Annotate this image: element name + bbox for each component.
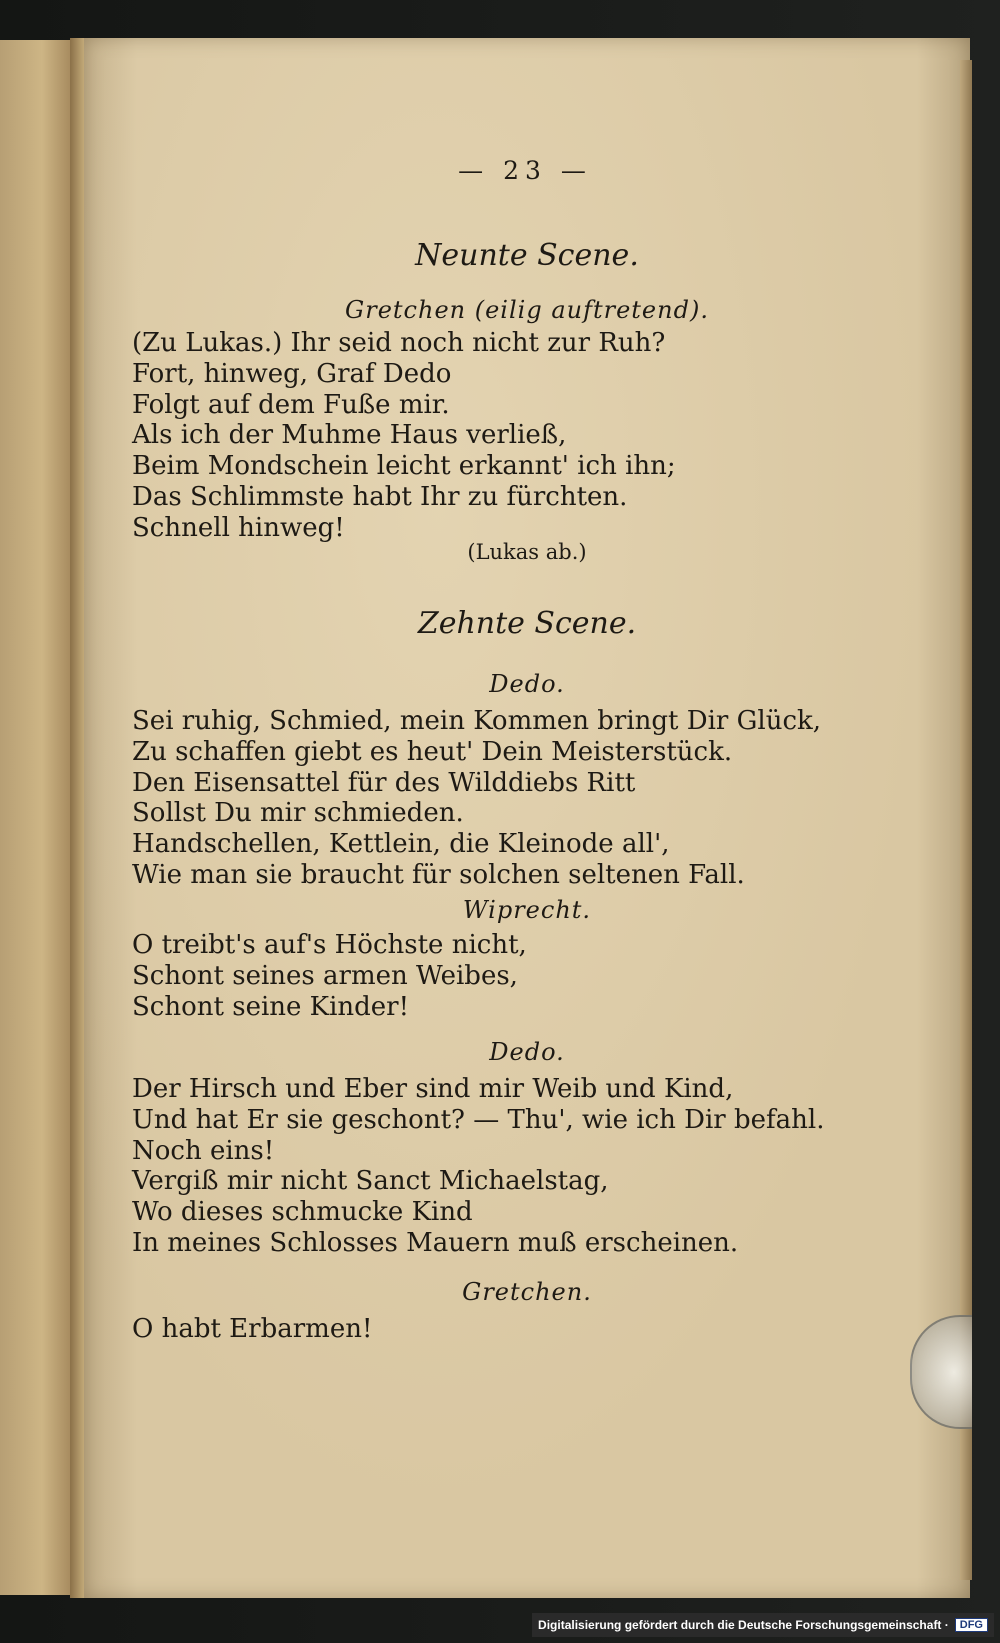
verse-line: Als ich der Muhme Haus verließ,: [132, 420, 567, 451]
speaker-dedo: Dedo.: [489, 1038, 565, 1066]
verse-line: Den Eisensattel für des Wilddiebs Ritt: [132, 767, 636, 798]
verse-line: Vergiß mir nicht Sanct Michaelstag,: [132, 1166, 609, 1197]
dfg-logo: DFG: [955, 1618, 988, 1632]
verse-line: In meines Schlosses Mauern muß erscheinen.: [132, 1227, 739, 1258]
speaker-gretchen: Gretchen (eilig auftretend).: [345, 296, 709, 324]
verse-line: Fort, hinweg, Graf Dedo: [132, 358, 452, 389]
verse-block-dedo-2: [132, 1074, 1000, 1259]
verse-line: Schont seines armen Weibes,: [132, 960, 518, 991]
verse-line: Wo dieses schmucke Kind: [132, 1197, 473, 1228]
footer-text: Digitalisierung gefördert durch die Deutsche Forschungsgemeinschaft ·: [538, 1618, 949, 1632]
verse-block-gretchen: [132, 1314, 1000, 1345]
verse-line: Sei ruhig, Schmied, mein Kommen bringt Dir Glück,: [132, 706, 822, 736]
verse-line: Beim Mondschein leicht erkannt' ich ihn;: [132, 451, 676, 482]
scene-title-9: Neunte Scene.: [415, 238, 639, 273]
verse-line: Folgt auf dem Fuße mir.: [132, 389, 450, 420]
verse-line: O treibt's auf's Höchste nicht,: [132, 930, 527, 960]
page-number: — 23 —: [458, 156, 592, 185]
verse-line: Das Schlimmste habt Ihr zu fürchten.: [132, 481, 628, 512]
speaker-gretchen: Gretchen.: [462, 1278, 592, 1306]
verse-line: Schont seine Kinder!: [132, 991, 410, 1022]
verse-line: (Zu Lukas.) Ihr seid noch nicht zur Ruh?: [132, 328, 666, 358]
verse-line: Der Hirsch und Eber sind mir Weib und Kind,: [132, 1074, 734, 1104]
verse-block-scene9: [132, 328, 1000, 544]
verse-line: Und hat Er sie geschont? — Thu', wie ich Dir befahl.: [132, 1104, 825, 1135]
verse-line: Wie man sie braucht für solchen seltenen Fall.: [132, 859, 745, 890]
verse-line: Handschellen, Kettlein, die Kleinode all',: [132, 829, 670, 860]
verse-line: Sollst Du mir schmieden.: [132, 798, 464, 829]
scene-title-10: Zehnte Scene.: [417, 606, 637, 641]
book-gutter: [70, 38, 84, 1598]
speaker-dedo: Dedo.: [489, 670, 565, 698]
verse-line: Schnell hinweg!: [132, 512, 345, 543]
verse-block-wiprecht: [132, 930, 1000, 1022]
stage-direction: (Lukas ab.): [467, 540, 587, 564]
verse-line: Zu schaffen giebt es heut' Dein Meisterstück.: [132, 736, 733, 767]
book-page: [84, 38, 970, 1598]
verse-line: O habt Erbarmen!: [132, 1314, 373, 1344]
left-page-edge: [0, 40, 72, 1595]
speaker-wiprecht: Wiprecht.: [462, 896, 592, 924]
verse-line: Noch eins!: [132, 1135, 275, 1166]
digitization-footer: [532, 1613, 994, 1637]
verse-block-dedo-1: [132, 706, 1000, 891]
